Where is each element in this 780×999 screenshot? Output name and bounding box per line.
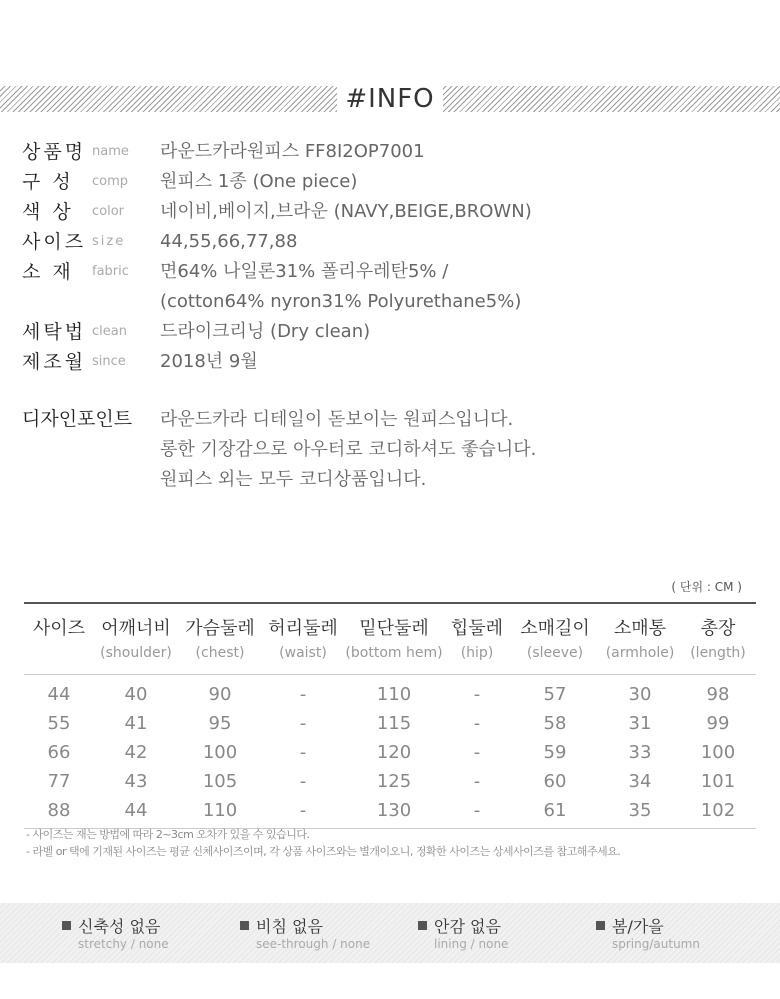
table-cell: - — [299, 684, 307, 705]
header-cell: 힙둘레 — [444, 603, 510, 641]
table-cell: 34 — [628, 771, 652, 792]
table-cell: 35 — [600, 796, 680, 829]
table-cell: 42 — [124, 742, 148, 763]
spec-label: 제조월 — [22, 351, 87, 373]
table-cell: 95 — [208, 713, 232, 734]
spec-value: 드라이크리닝 (Dry clean) — [160, 321, 371, 342]
table-cell: 130 — [344, 796, 444, 829]
spec-label: 사이즈 — [22, 231, 87, 253]
spec-value: 2018년 9월 — [160, 351, 258, 372]
table-row — [24, 796, 756, 829]
design-point-line: 라운드카라 디테일이 돋보이는 원피스입니다. — [160, 409, 514, 430]
feature-season — [596, 917, 700, 952]
note-line: - 라벨 or 택에 기재된 사이즈는 평균 신체사이즈이며, 각 상품 사이즈와는 별개이오니, 정확한 사이즈는 상세사이즈를 참고해주세요. — [26, 845, 621, 858]
spec-value: 44,55,66,77,88 — [160, 231, 298, 252]
spec-label-en: size — [92, 234, 126, 249]
table-cell: 90 — [208, 684, 232, 705]
table-cell: - — [473, 684, 481, 705]
feature-label-en: lining / none — [434, 937, 509, 951]
subheader-cell: (armhole) — [600, 641, 680, 675]
feature-label: 비침 없음 — [256, 917, 323, 936]
spec-label-en: fabric — [92, 264, 129, 279]
square-bullet-icon — [62, 921, 71, 930]
design-point-text — [160, 405, 536, 495]
subheader-cell: (shoulder) — [94, 641, 178, 675]
table-cell: 31 — [628, 713, 652, 734]
header-cell: 소매길이 — [510, 603, 600, 641]
subheader-cell: (length) — [680, 641, 756, 675]
size-notes — [26, 826, 620, 860]
feature-see-through — [240, 917, 370, 952]
table-cell: 44 — [47, 684, 71, 705]
feature-label-en: stretchy / none — [78, 937, 169, 951]
feature-label-en: see-through / none — [256, 937, 371, 951]
header-cell: 사이즈 — [24, 603, 94, 641]
spec-value: (cotton64% nyron31% Polyurethane5%) — [160, 291, 522, 312]
spec-label-en: comp — [92, 174, 129, 189]
table-cell: 110 — [178, 796, 262, 829]
subheader-cell: (bottom hem) — [344, 641, 444, 675]
feature-bar — [0, 903, 780, 963]
design-point-label: 디자인포인트 — [22, 408, 133, 430]
spec-label: 세탁법 — [22, 321, 87, 343]
table-cell: 66 — [47, 742, 71, 763]
subheader-cell — [24, 641, 94, 675]
size-table — [24, 602, 756, 829]
table-cell: 110 — [376, 684, 412, 705]
spec-value: 면64% 나일론31% 폴리우레탄5% / — [160, 261, 449, 282]
table-cell: - — [299, 771, 307, 792]
table-cell: 88 — [24, 796, 94, 829]
table-cell: 102 — [680, 796, 756, 829]
table-cell: 59 — [543, 742, 567, 763]
table-cell: 115 — [376, 713, 412, 734]
spec-label-en: name — [92, 144, 129, 159]
design-point-line: 원피스 외는 모두 코디상품입니다. — [160, 469, 427, 490]
table-cell: 57 — [543, 684, 567, 705]
table-cell: - — [299, 742, 307, 763]
square-bullet-icon — [596, 921, 605, 930]
spec-label-en: color — [92, 204, 125, 219]
note-line: - 사이즈는 재는 방법에 따라 2~3cm 오차가 있을 수 있습니다. — [26, 828, 310, 841]
table-cell: 61 — [510, 796, 600, 829]
square-bullet-icon — [418, 921, 427, 930]
table-cell: - — [262, 796, 344, 829]
size-table-subheader — [24, 641, 756, 675]
table-row — [24, 675, 756, 710]
spec-label: 구 성 — [22, 171, 74, 193]
table-cell: 41 — [124, 713, 148, 734]
subheader-cell: (hip) — [444, 641, 510, 675]
table-cell: - — [473, 713, 481, 734]
table-cell: 77 — [47, 771, 71, 792]
table-cell: 99 — [706, 713, 730, 734]
table-cell: 44 — [94, 796, 178, 829]
subheader-cell: (chest) — [178, 641, 262, 675]
table-cell: 33 — [628, 742, 652, 763]
table-cell: 105 — [202, 771, 238, 792]
spec-label: 소 재 — [22, 261, 74, 283]
header-cell: 소매통 — [600, 603, 680, 641]
square-bullet-icon — [240, 921, 249, 930]
table-cell: 43 — [124, 771, 148, 792]
table-cell: - — [473, 771, 481, 792]
table-cell: 125 — [376, 771, 412, 792]
table-cell: 120 — [376, 742, 412, 763]
table-cell: 40 — [124, 684, 148, 705]
spec-label: 상품명 — [22, 141, 87, 163]
table-row — [24, 767, 756, 796]
header-cell: 총장 — [680, 603, 756, 641]
table-cell: 100 — [700, 742, 736, 763]
header-cell: 허리둘레 — [262, 603, 344, 641]
feature-label: 봄/가을 — [612, 917, 664, 936]
spec-label-en: since — [92, 354, 126, 369]
table-cell: 101 — [700, 771, 736, 792]
table-cell: - — [444, 796, 510, 829]
spec-label-en: clean — [92, 324, 127, 339]
size-table-header — [24, 603, 756, 641]
subheader-cell: (waist) — [262, 641, 344, 675]
table-cell: 55 — [47, 713, 71, 734]
spec-value: 네이비,베이지,브라운 (NAVY,BEIGE,BROWN) — [160, 201, 532, 222]
feature-label: 안감 없음 — [434, 917, 501, 936]
header-cell: 어깨너비 — [94, 603, 178, 641]
spec-label: 색 상 — [22, 201, 74, 223]
table-row — [24, 709, 756, 738]
unit-label: ( 단위 : CM ) — [671, 580, 742, 594]
design-point-line: 롱한 기장감으로 아우터로 코디하셔도 좋습니다. — [160, 439, 537, 460]
feature-label-en: spring/autumn — [612, 937, 700, 951]
table-cell: - — [473, 742, 481, 763]
header-cell: 밑단둘레 — [344, 603, 444, 641]
table-cell: 58 — [543, 713, 567, 734]
feature-lining — [418, 917, 508, 952]
table-row — [24, 738, 756, 767]
table-cell: 30 — [628, 684, 652, 705]
table-cell: 98 — [706, 684, 730, 705]
feature-stretch — [62, 917, 169, 952]
info-title-wrap — [0, 82, 780, 116]
table-cell: - — [299, 713, 307, 734]
header-cell: 가슴둘레 — [178, 603, 262, 641]
spec-value: 라운드카라원피스 FF8I2OP7001 — [160, 141, 425, 162]
table-cell: 60 — [543, 771, 567, 792]
feature-label: 신축성 없음 — [78, 917, 161, 936]
table-cell: 100 — [202, 742, 238, 763]
subheader-cell: (sleeve) — [510, 641, 600, 675]
info-title: #INFO — [337, 82, 442, 116]
spec-value: 원피스 1종 (One piece) — [160, 171, 358, 192]
